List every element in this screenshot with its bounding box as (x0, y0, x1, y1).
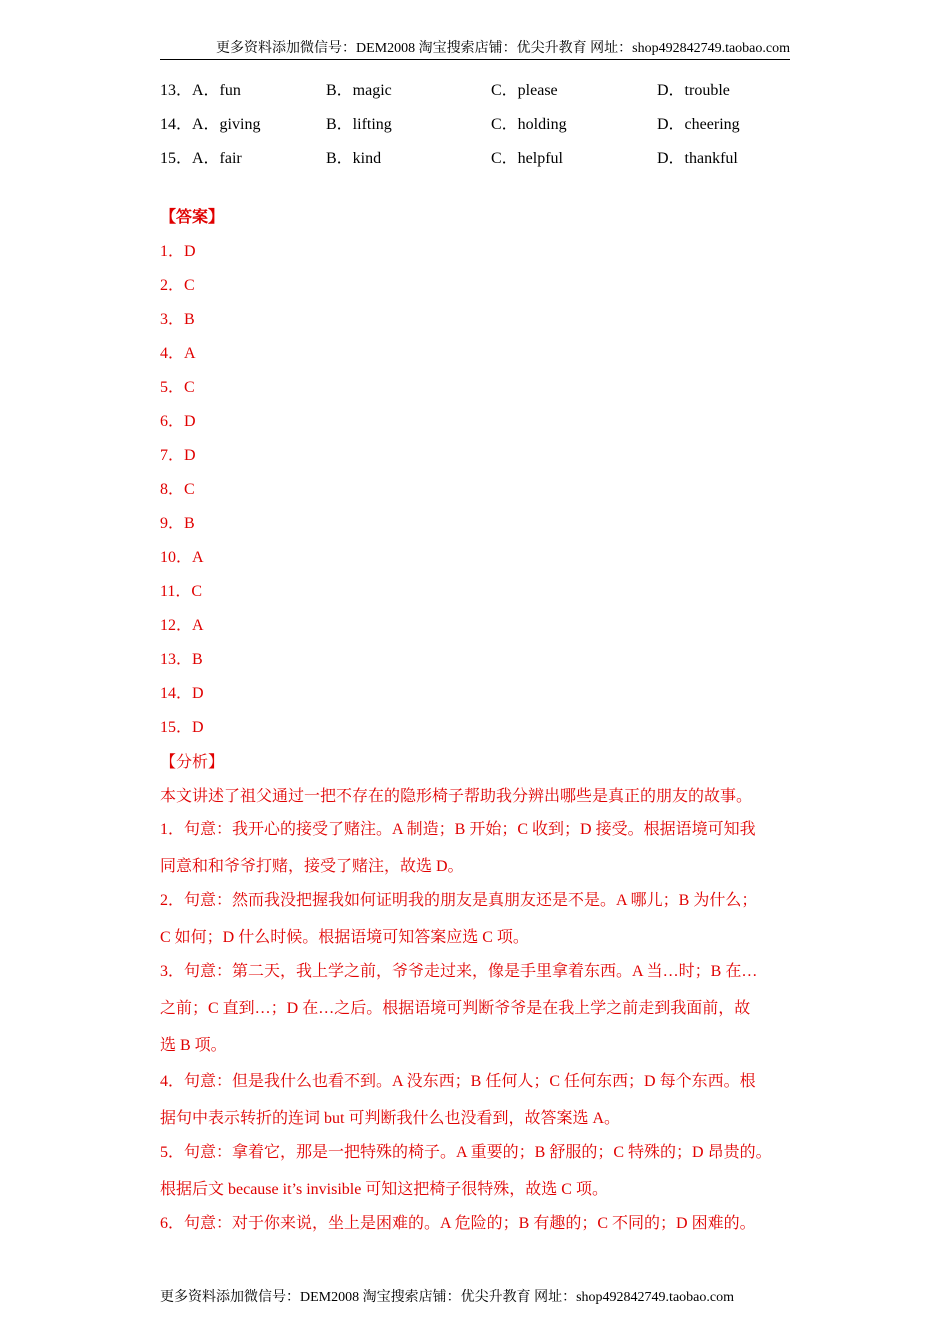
answer-item: 2．C (160, 277, 195, 294)
answer-item: 3．B (160, 311, 195, 328)
page-footer: 更多资料添加微信号：DEM2008 淘宝搜索店铺：优尖升教育 网址：shop492842749.taobao.com (160, 1290, 734, 1305)
answer-item: 9．B (160, 515, 195, 532)
answer-item: 11．C (160, 583, 203, 600)
analysis-line: 据句中表示转折的连词 but 可判断我什么也没看到，故答案选 A。 (160, 1110, 621, 1127)
analysis-heading: 【分析】 (160, 754, 225, 771)
analysis-line: 之前；C 直到…；D 在…之后。根据语境可判断爷爷是在我上学之前走到我面前，故 (160, 1000, 751, 1017)
answer-item: 10．A (160, 549, 204, 566)
option-c: C．helpful (491, 150, 563, 167)
answer-item: 1．D (160, 243, 196, 260)
answer-item: 15．D (160, 719, 204, 736)
analysis-line: 1．句意：我开心的接受了赌注。A 制造；B 开始；C 收到；D 接受。根据语境可知我 (160, 821, 756, 838)
option-d: D．cheering (657, 116, 740, 133)
analysis-line: 选 B 项。 (160, 1037, 227, 1054)
option-c: C．holding (491, 116, 567, 133)
option-b: B．magic (326, 82, 392, 99)
option-b: B．kind (326, 150, 382, 167)
answer-item: 5．C (160, 379, 195, 396)
analysis-line: 3．句意：第二天，我上学之前，爷爷走过来，像是手里拿着东西。A 当…时；B 在… (160, 963, 758, 980)
option-a: 14．A．giving (160, 116, 261, 133)
option-b: B．lifting (326, 116, 392, 133)
analysis-line: 根据后文 because it’s invisible 可知这把椅子很特殊，故选 C 项。 (160, 1181, 608, 1198)
analysis-line: C 如何；D 什么时候。根据语境可知答案应选 C 项。 (160, 929, 529, 946)
answer-item: 12．A (160, 617, 204, 634)
analysis-line: 2．句意：然而我没把握我如何证明我的朋友是真朋友还是不是。A 哪儿；B 为什么； (160, 892, 758, 909)
answer-item: 14．D (160, 685, 204, 702)
page-header: 更多资料添加微信号：DEM2008 淘宝搜索店铺：优尖升教育 网址：shop492842749.taobao.com (160, 37, 790, 60)
answer-item: 7．D (160, 447, 196, 464)
analysis-line: 同意和和爷爷打赌，接受了赌注，故选 D。 (160, 858, 464, 875)
analysis-line: 6．句意：对于你来说，坐上是困难的。A 危险的；B 有趣的；C 不同的；D 困难的。 (160, 1215, 756, 1232)
answer-item: 4．A (160, 345, 196, 362)
analysis-line: 4．句意：但是我什么也看不到。A 没东西；B 任何人；C 任何东西；D 每个东西。根 (160, 1073, 756, 1090)
answer-item: 13．B (160, 651, 203, 668)
analysis-line: 本文讲述了祖父通过一把不存在的隐形椅子帮助我分辨出哪些是真正的朋友的故事。 (160, 788, 753, 805)
analysis-line: 5．句意：拿着它，那是一把特殊的椅子。A 重要的；B 舒服的；C 特殊的；D 昂贵的。 (160, 1144, 772, 1161)
answer-heading: 【答案】 (160, 209, 225, 226)
option-d: D．trouble (657, 82, 730, 99)
answer-item: 8．C (160, 481, 195, 498)
option-a: 13．A．fun (160, 82, 241, 99)
option-a: 15．A．fair (160, 150, 242, 167)
option-d: D．thankful (657, 150, 738, 167)
answer-item: 6．D (160, 413, 196, 430)
option-c: C．please (491, 82, 558, 99)
